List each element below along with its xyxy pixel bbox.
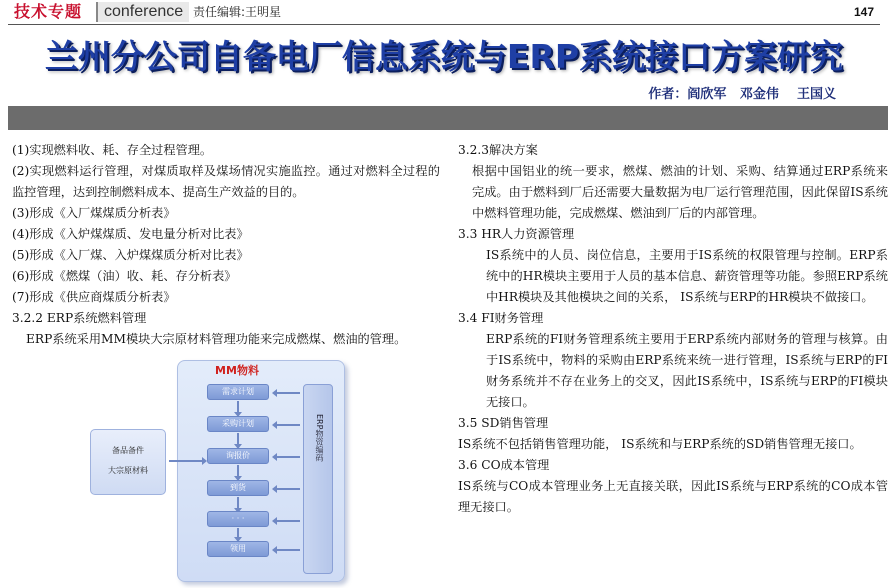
down-arrow-icon (237, 465, 239, 477)
erp-material-code-box (303, 384, 333, 574)
flow-step: 到货 (207, 480, 269, 496)
left-arrow-icon (276, 392, 300, 394)
down-arrow-icon (237, 497, 239, 509)
list-item: (3)形成《入厂煤煤质分析表》 (12, 206, 176, 220)
list-item: (4)形成《入炉煤煤质、发电量分析对比表》 (12, 227, 249, 241)
paragraph: ERP系统的FI财务管理系统主要用于ERP系统内部财务的管理与核算。由于IS系统中，物料的采购由ERP系统来统一进行管理，IS系统与ERP的FI财务系统并不存在业务上的交叉，因此IS系统中，IS系统与ERP的FI模块无接口。 (486, 332, 888, 409)
flow-step: 询报价 (207, 448, 269, 464)
column-tag: 技术专题 (14, 2, 83, 21)
section-heading: 3.5 SD销售管理 (458, 416, 549, 430)
source-label: 备品备件 (112, 446, 144, 455)
down-arrow-icon (237, 433, 239, 445)
left-arrow-icon (276, 424, 300, 426)
paragraph: IS系统与CO成本管理业务上无直接关联，因此IS系统与ERP系统的CO成本管理无接口。 (458, 479, 888, 514)
section-heading: 3.3 HR人力资源管理 (458, 227, 575, 241)
page-header (0, 0, 888, 26)
flow-step: 需求计划 (207, 384, 269, 400)
side-label: ERP物资编码 (315, 414, 324, 462)
mm-material-flow-diagram (85, 354, 355, 586)
header-divider (8, 24, 880, 25)
left-column (12, 140, 440, 350)
section-heading: 3.6 CO成本管理 (458, 458, 550, 472)
paragraph: IS系统中的人员、岗位信息，主要用于IS系统的权限管理与控制。ERP系统中的HR模块主要用于人员的基本信息、薪资管理等功能。参照ERP系统中HR模块及其他模块之间的关系， IS系统与ERP的HR模块不做接口。 (486, 248, 888, 304)
down-arrow-icon (237, 528, 239, 538)
column-tag-english: conference (96, 2, 189, 22)
list-item: (2)实现燃料运行管理，对煤质取样及煤场情况实施监控。通过对燃料全过程的监控管理，达到控制燃料成本、提高生产效益的目的。 (12, 164, 440, 199)
page-number: 147 (853, 5, 874, 19)
paragraph: IS系统不包括销售管理功能， IS系统和与ERP系统的SD销售管理无接口。 (458, 437, 862, 451)
source-label: 大宗原材料 (108, 466, 148, 475)
responsible-editor: 责任编辑:王明星 (193, 5, 282, 19)
section-heading: 3.4 FI财务管理 (458, 311, 544, 325)
left-arrow-icon (276, 520, 300, 522)
list-item: (5)形成《入厂煤、入炉煤煤质分析对比表》 (12, 248, 249, 262)
source-materials-box (90, 429, 166, 495)
right-column (458, 140, 888, 518)
article-title: 兰州分公司自备电厂信息系统与ERP系统接口方案研究 (44, 37, 844, 76)
paragraph: 根据中国铝业的统一要求，燃煤、燃油的计划、采购、结算通过ERP系统来完成。由于燃料到厂后还需要大量数据为电厂运行管理范围，因此保留IS系统中燃料管理功能，完成燃煤、燃油到厂后的内部管理。 (472, 164, 888, 220)
diagram-panel-title: MM物料 (215, 364, 259, 377)
list-item: (6)形成《燃煤（油）收、耗、存分析表》 (12, 269, 237, 283)
section-heading: 3.2.2 ERP系统燃料管理 (12, 311, 147, 325)
list-item: (7)形成《供应商煤质分析表》 (12, 290, 176, 304)
section-heading: 3.2.3解决方案 (458, 143, 538, 157)
left-arrow-icon (276, 549, 300, 551)
down-arrow-icon (237, 401, 239, 413)
left-arrow-icon (276, 488, 300, 490)
left-arrow-icon (276, 456, 300, 458)
right-arrow-icon (169, 460, 203, 462)
flow-step: 采购计划 (207, 416, 269, 432)
article-authors: 作者：阎欣军 邓金伟 王国义 (648, 87, 836, 102)
paragraph: ERP系统采用MM模块大宗原材料管理功能来完成燃煤、燃油的管理。 (26, 332, 407, 346)
title-divider-bar (8, 106, 888, 130)
flow-step: 领用 (207, 541, 269, 557)
list-item: (1)实现燃料收、耗、存全过程管理。 (12, 143, 213, 157)
flow-step: · · · (207, 511, 269, 527)
